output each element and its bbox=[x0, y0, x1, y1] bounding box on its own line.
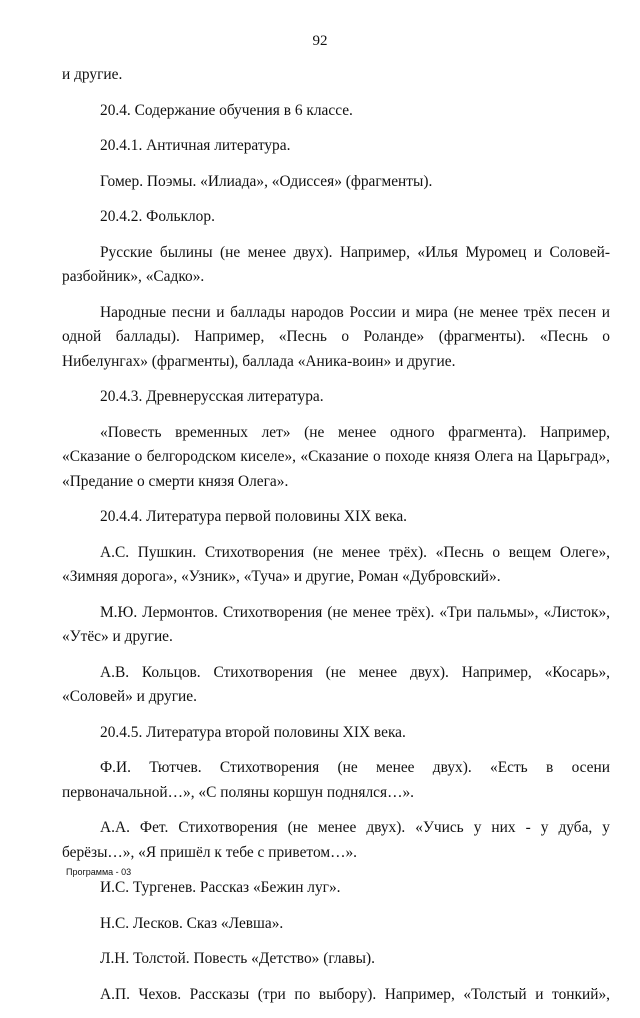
page-number: 92 bbox=[312, 33, 328, 49]
paragraph-pushkin: А.С. Пушкин. Стихотворения (не менее трёх). «Песнь о вещем Олеге», «Зимняя дорога», «Узник», «Туча» и другие, Роман «Дубровский». bbox=[62, 543, 610, 585]
paragraph-povest: «Повесть временных лет» (не менее одного фрагмента). Например, «Сказание о белгородском киселе», «Сказание о походе князя Олега на Царьград», «Предание о смерти князя Олега». bbox=[62, 423, 610, 490]
paragraph-fet: А.А. Фет. Стихотворения (не менее двух). «Учись у них - у дуба, у берёзы…», «Я пришёл к тебе с приветом…». bbox=[62, 819, 610, 861]
section-heading-6th-grade: 20.4. Содержание обучения в 6 классе. bbox=[100, 101, 353, 119]
paragraph-tyutchev: Ф.И. Тютчев. Стихотворения (не менее двух). «Есть в осени первоначальной…», «С поляны коршун поднялся…». bbox=[62, 759, 610, 801]
page-footer: Программа - 03 bbox=[66, 867, 132, 877]
paragraph-folk-songs: Народные песни и баллады народов России и мира (не менее трёх песен и одной баллады). Например, «Песнь о Роланде» (фрагменты). «Песнь о Нибелунгах» (фрагменты), баллада «Аника-воин» и другие. bbox=[62, 303, 610, 370]
paragraph-turgenev: И.С. Тургенев. Рассказ «Бежин луг». bbox=[100, 879, 341, 896]
paragraph-lermontov: М.Ю. Лермонтов. Стихотворения (не менее трёх). «Три пальмы», «Листок», «Утёс» и другие. bbox=[62, 603, 610, 645]
subsection-heading-folklore: 20.4.2. Фольклор. bbox=[100, 208, 215, 225]
paragraph-tolstoy: Л.Н. Толстой. Повесть «Детство» (главы). bbox=[100, 950, 375, 967]
paragraph-koltsov: А.В. Кольцов. Стихотворения (не менее двух). Например, «Косарь», «Соловей» и другие. bbox=[62, 663, 610, 705]
paragraph-continuation: и другие. bbox=[62, 66, 123, 83]
paragraph-homer: Гомер. Поэмы. «Илиада», «Одиссея» (фрагменты). bbox=[100, 172, 433, 190]
subsection-heading-antique-literature: 20.4.1. Античная литература. bbox=[100, 137, 291, 154]
subsection-heading-19th-first-half: 20.4.4. Литература первой половины XIX века. bbox=[100, 508, 407, 525]
paragraph-byliny: Русские былины (не менее двух). Например, «Илья Муромец и Соловей-разбойник», «Садко». bbox=[62, 243, 610, 285]
paragraph-leskov: Н.С. Лесков. Сказ «Левша». bbox=[100, 914, 284, 932]
subsection-heading-old-russian: 20.4.3. Древнерусская литература. bbox=[100, 388, 324, 405]
document-body bbox=[62, 63, 610, 1018]
paragraph-chekhov: А.П. Чехов. Рассказы (три по выбору). Например, «Толстый и тонкий», bbox=[100, 985, 610, 1003]
subsection-heading-19th-second-half: 20.4.5. Литература второй половины XIX века. bbox=[100, 723, 406, 741]
